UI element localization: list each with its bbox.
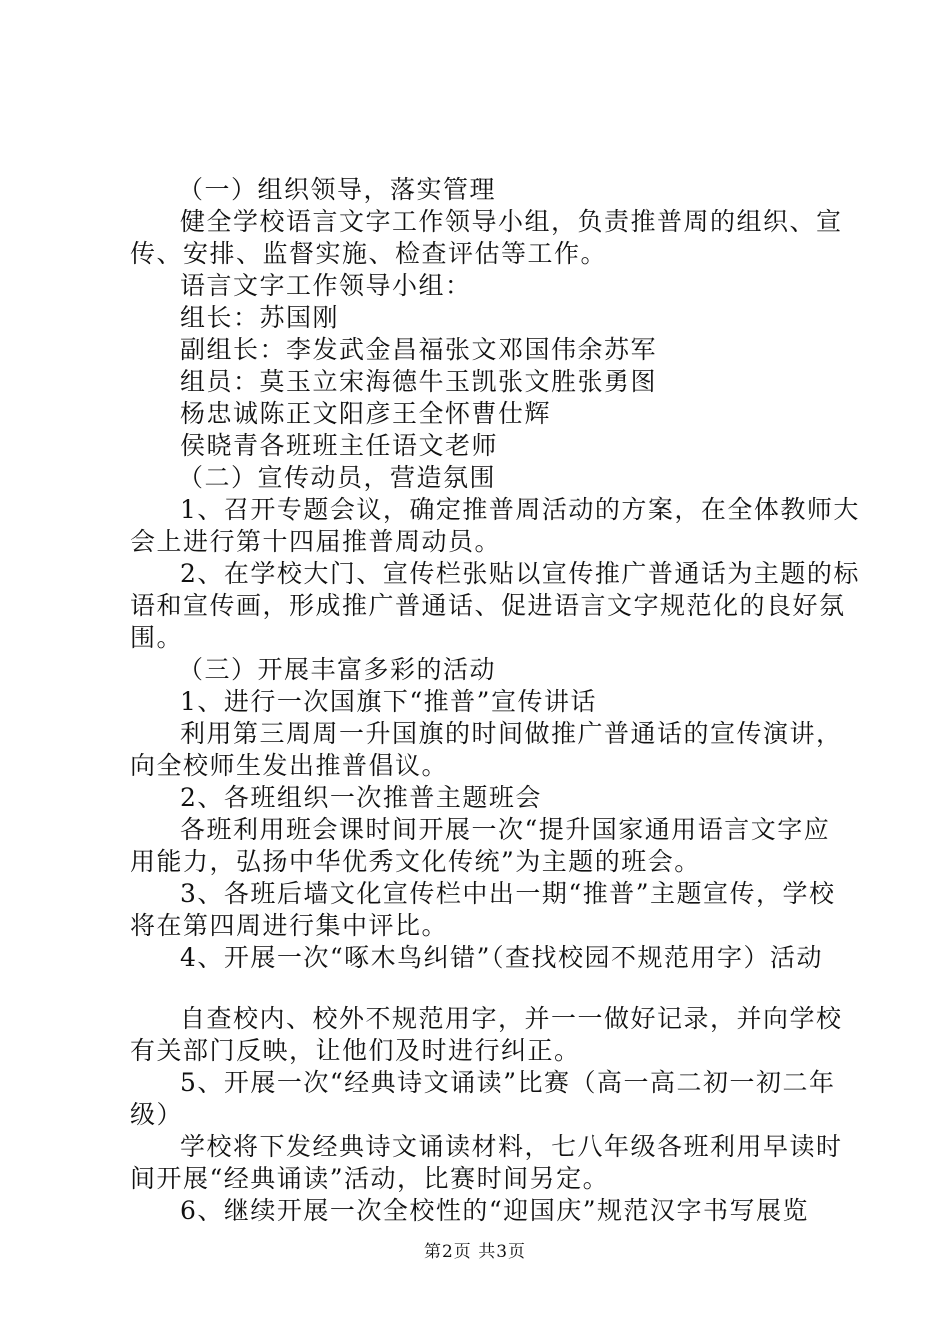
paragraph-line: 向全校师生发出推普倡议。 xyxy=(130,751,449,780)
paragraph-line: 级） xyxy=(130,1100,184,1129)
paragraph-line: 5、开展一次“经典诗文诵读”比赛（高一高二初一初二年 xyxy=(180,1068,836,1097)
section-heading-3: （三）开展丰富多彩的活动 xyxy=(178,655,497,684)
paragraph-line: 会上进行第十四届推普周动员。 xyxy=(130,527,502,556)
paragraph-line: 语言文字工作领导小组： xyxy=(180,271,472,300)
paragraph-line: 传、安排、监督实施、检查评估等工作。 xyxy=(130,239,608,268)
paragraph-line: 语和宣传画，形成推广普通话、促进语言文字规范化的良好氛 xyxy=(130,591,846,620)
paragraph-line: 间开展“经典诵读”活动，比赛时间另定。 xyxy=(130,1164,610,1193)
paragraph-line: 3、各班后墙文化宣传栏中出一期“推普”主题宣传，学校 xyxy=(180,879,836,908)
paragraph-line: 1、召开专题会议，确定推普周活动的方案，在全体教师大 xyxy=(180,495,860,524)
paragraph-line: 2、各班组织一次推普主题班会 xyxy=(180,783,542,812)
paragraph-line: 组长：苏国刚 xyxy=(180,303,340,332)
paragraph-line: 4、开展一次“啄木鸟纠错”（查找校园不规范用字）活动 xyxy=(180,943,823,972)
paragraph-line: 围。 xyxy=(130,623,184,652)
page-number-footer: 第2页 共3页 xyxy=(423,1242,527,1262)
paragraph-line: 利用第三周周一升国旗的时间做推广普通话的宣传演讲， xyxy=(180,719,843,748)
paragraph-line: 侯晓青各班班主任语文老师 xyxy=(180,431,499,460)
section-heading-1: （一）组织领导，落实管理 xyxy=(178,175,497,204)
paragraph-line: 将在第四周进行集中评比。 xyxy=(130,911,449,940)
paragraph-line: 有关部门反映，让他们及时进行纠正。 xyxy=(130,1036,581,1065)
paragraph-line: 自查校内、校外不规范用字，并一一做好记录，并向学校 xyxy=(180,1004,843,1033)
paragraph-line: 1、进行一次国旗下“推普”宣传讲话 xyxy=(180,687,597,716)
section-heading-2: （二）宣传动员，营造氛围 xyxy=(178,463,497,492)
paragraph-line: 健全学校语言文字工作领导小组，负责推普周的组织、宣 xyxy=(180,207,843,236)
paragraph-line: 2、在学校大门、宣传栏张贴以宣传推广普通话为主题的标 xyxy=(180,559,860,588)
paragraph-line: 杨忠诚陈正文阳彦王全怀曹仕辉 xyxy=(180,399,552,428)
paragraph-line: 学校将下发经典诗文诵读材料，七八年级各班利用早读时 xyxy=(180,1132,843,1161)
paragraph-line: 副组长：李发武金昌福张文邓国伟余苏军 xyxy=(180,335,658,364)
paragraph-line: 用能力，弘扬中华优秀文化传统”为主题的班会。 xyxy=(130,847,701,876)
paragraph-line: 组员：莫玉立宋海德牛玉凯张文胜张勇图 xyxy=(180,367,658,396)
paragraph-line: 各班利用班会课时间开展一次“提升国家通用语言文字应 xyxy=(180,815,831,844)
paragraph-line: 6、继续开展一次全校性的“迎国庆”规范汉字书写展览 xyxy=(180,1196,809,1225)
